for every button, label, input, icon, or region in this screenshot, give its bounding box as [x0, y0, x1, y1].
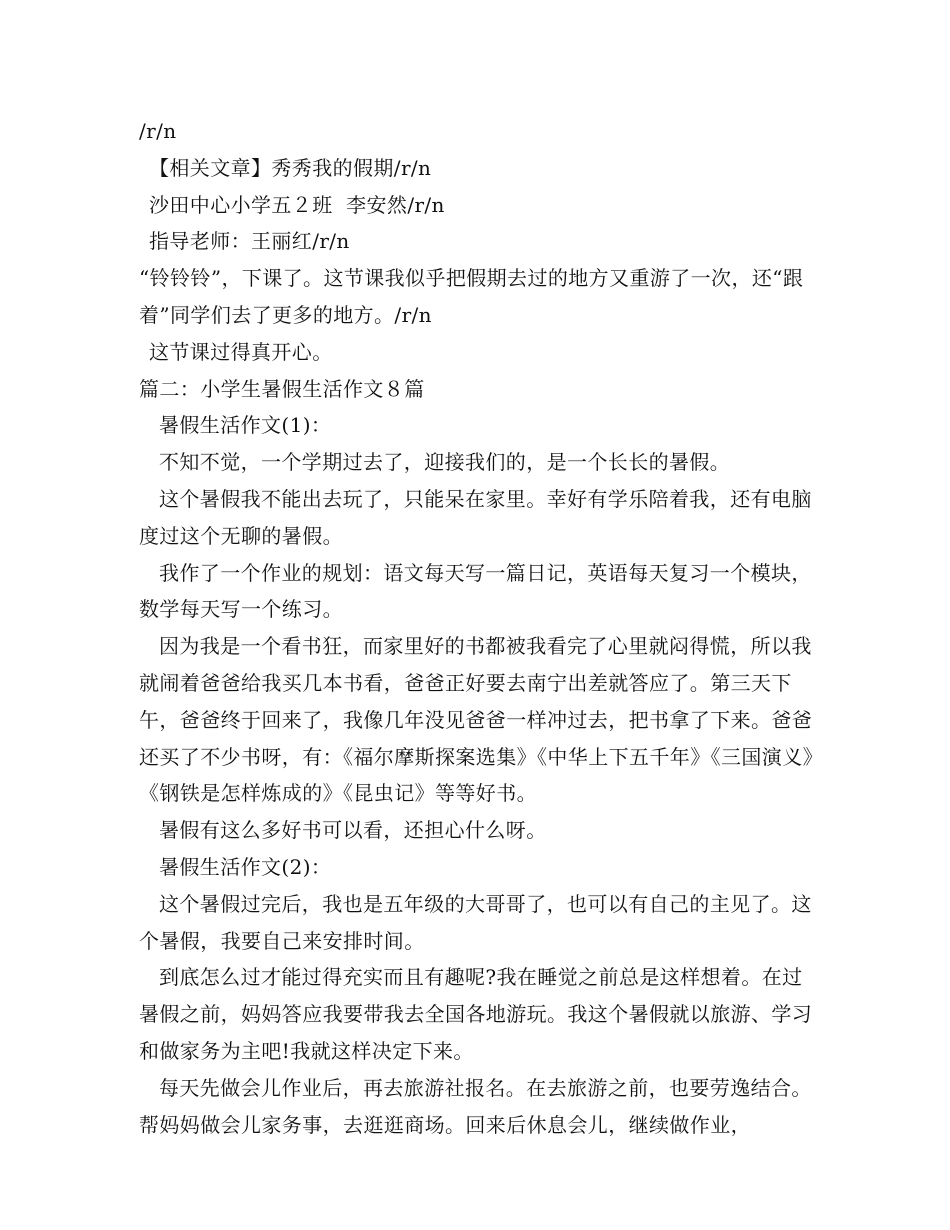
paragraph: “铃铃铃”，下课了。这节课我似乎把假期去过的地方又重游了一次，还“跟着”同学们去了更多的地方。/r/n [139, 266, 804, 327]
paragraph: 因为我是一个看书狂，而家里好的书都被我看完了心里就闷得慌，所以我就闹着爸爸给我买几本书看，爸爸正好要去南宁出差就答应了。第三天下午，爸爸终于回来了，我像几年没见爸爸一样冲过去，把书拿了下来。爸爸还买了不少书呀，有：《福尔摩斯探案选集》《中华上下五千年》《三国演义》《钢铁是怎样炼成的》《昆虫记》等等好书。 [139, 634, 813, 806]
teacher-line: 指导老师：王丽红/r/n [149, 229, 350, 254]
essay-subheading: 暑假生活作文(2)： [159, 854, 332, 879]
paragraph: 到底怎么过才能过得充实而且有趣呢?我在睡觉之前总是这样想着。在过暑假之前，妈妈答应我要带我去全国各地游玩。我这个暑假就以旅游、学习和做家务为主吧!我就这样决定下来。 [139, 965, 813, 1063]
paragraph: 我作了一个作业的规划：语文每天写一篇日记，英语每天复习一个模块，数学每天写一个练习。 [139, 560, 812, 622]
section-heading: 篇二：小学生暑假生活作文８篇 [139, 376, 425, 401]
paragraph: 这个暑假我不能出去玩了，只能呆在家里。幸好有学乐陪着我，还有电脑度过这个无聊的暑假。 [139, 486, 812, 548]
paragraph: 暑假有这么多好书可以看，还担心什么呀。 [159, 818, 547, 843]
document-body [139, 113, 819, 1143]
paragraph: 不知不觉，一个学期过去了，迎接我们的，是一个长长的暑假。 [159, 450, 731, 475]
paragraph: /r/n [139, 119, 177, 143]
paragraph: 每天先做会儿作业后，再去旅游社报名。在去旅游之前，也要劳逸结合。帮妈妈做会儿家务事，去逛逛商场。回来后休息会儿，继续做作业， [139, 1075, 812, 1137]
paragraph: 这节课过得真开心。 [149, 339, 333, 364]
paragraph: 这个暑假过完后，我也是五年级的大哥哥了，也可以有自己的主见了。这个暑假，我要自己来安排时间。 [139, 891, 812, 953]
essay-subheading: 暑假生活作文(1)： [159, 413, 332, 438]
author-line: 沙田中心小学五２班 李安然/r/n [149, 192, 445, 217]
related-article-heading: 【相关文章】秀秀我的假期/r/n [149, 155, 432, 180]
